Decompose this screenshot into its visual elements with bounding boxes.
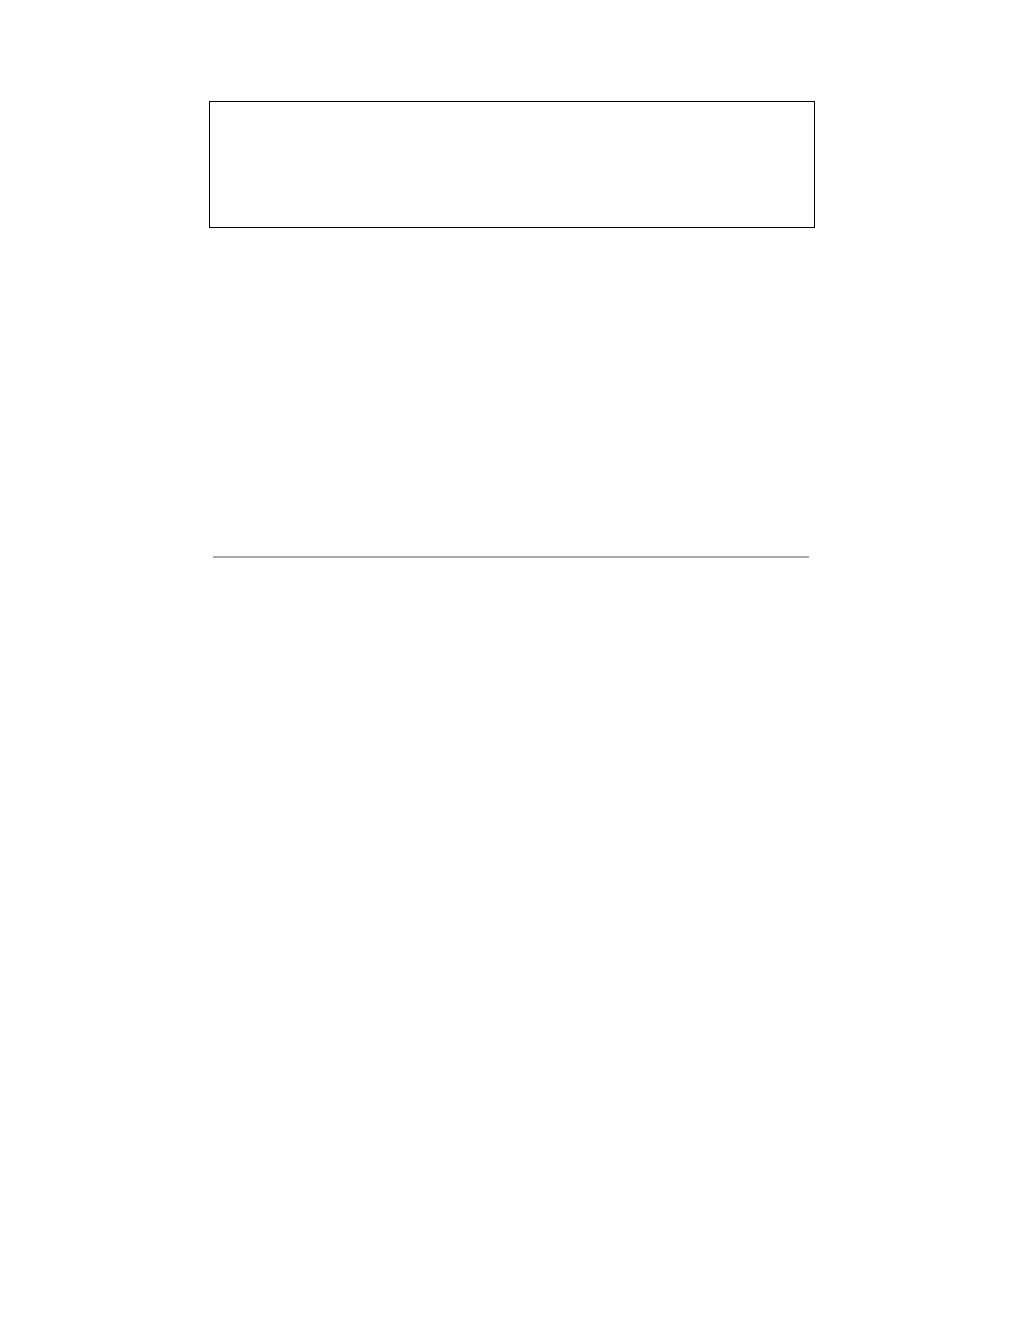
section-divider (213, 556, 809, 558)
pedigree-table (209, 101, 815, 228)
